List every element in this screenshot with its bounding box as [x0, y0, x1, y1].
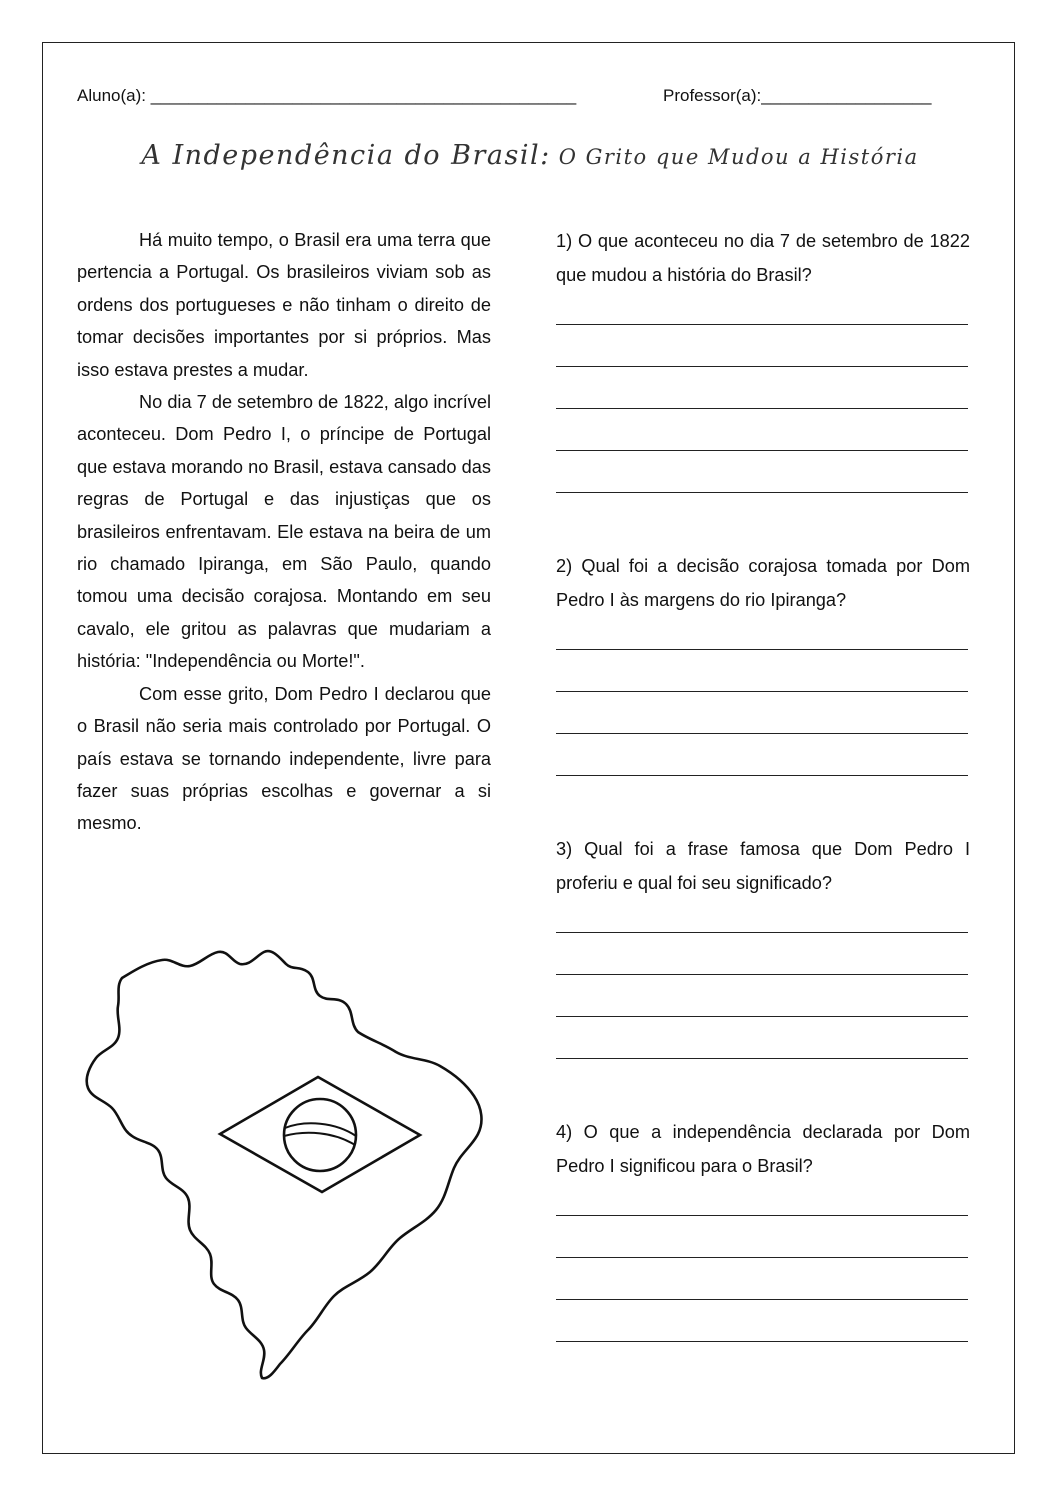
title-main: A Independência do Brasil: — [141, 140, 551, 171]
answer-line[interactable] — [556, 1299, 968, 1300]
paragraph-3: Com esse grito, Dom Pedro I declarou que o Brasil não seria mais controlado por Portugal. O país estava se tornando independente, livre para fazer suas próprias escolhas e governar a si mesmo. — [77, 683, 491, 834]
flag-globe — [284, 1099, 356, 1171]
answer-line[interactable] — [556, 1257, 968, 1258]
answer-line[interactable] — [556, 775, 968, 776]
answer-line[interactable] — [556, 324, 968, 325]
header — [77, 86, 977, 110]
question-3-text: 3) Qual foi a frase famosa que Dom Pedro I proferiu e qual foi seu significado? — [556, 839, 970, 893]
answer-line[interactable] — [556, 1016, 968, 1017]
answer-line[interactable] — [556, 1058, 968, 1059]
reading-text — [77, 224, 491, 840]
paragraph-1: Há muito tempo, o Brasil era uma terra que pertencia a Portugal. Os brasileiros viviam sob as ordens dos portugueses e não tinham o direito de tomar decisões importantes por si próprios. Mas isso estava prestes a mudar. — [77, 230, 491, 380]
answer-line[interactable] — [556, 450, 968, 451]
answer-line[interactable] — [556, 366, 968, 367]
brazil-map-with-flag-icon — [80, 940, 500, 1385]
answer-line[interactable] — [556, 408, 968, 409]
answer-line[interactable] — [556, 492, 968, 493]
answer-line[interactable] — [556, 1341, 968, 1342]
answer-line[interactable] — [556, 649, 968, 650]
paragraph-2: No dia 7 de setembro de 1822, algo incrível aconteceu. Dom Pedro I, o príncipe de Portugal que estava morando no Brasil, estava cansado das regras de Portugal e das injustiças que os brasileiros enfrentavam. Ele estava na beira de um rio chamado Ipiranga, em São Paulo, quando tomou uma decisão corajosa. Montando em seu cavalo, ele gritou as palavras que mudariam a história: "Independência ou Morte!". — [77, 392, 491, 672]
answer-line[interactable] — [556, 691, 968, 692]
answer-line[interactable] — [556, 974, 968, 975]
answer-line[interactable] — [556, 932, 968, 933]
question-1-text: 1) O que aconteceu no dia 7 de setembro de 1822 que mudou a história do Brasil? — [556, 231, 970, 285]
page-title — [60, 140, 1000, 171]
question-3 — [556, 832, 970, 1059]
teacher-name-field[interactable]: Professor(a):__________________ — [663, 86, 932, 105]
question-4-text: 4) O que a independência declarada por Dom Pedro I significou para o Brasil? — [556, 1122, 970, 1176]
question-2-text: 2) Qual foi a decisão corajosa tomada por Dom Pedro I às margens do rio Ipiranga? — [556, 556, 970, 610]
question-1 — [556, 224, 970, 493]
question-2 — [556, 549, 970, 776]
question-4 — [556, 1115, 970, 1342]
student-name-field[interactable]: Aluno(a): _____________________________________________ — [77, 86, 577, 105]
title-sub: O Grito que Mudou a História — [558, 145, 919, 169]
answer-line[interactable] — [556, 733, 968, 734]
answer-line[interactable] — [556, 1215, 968, 1216]
